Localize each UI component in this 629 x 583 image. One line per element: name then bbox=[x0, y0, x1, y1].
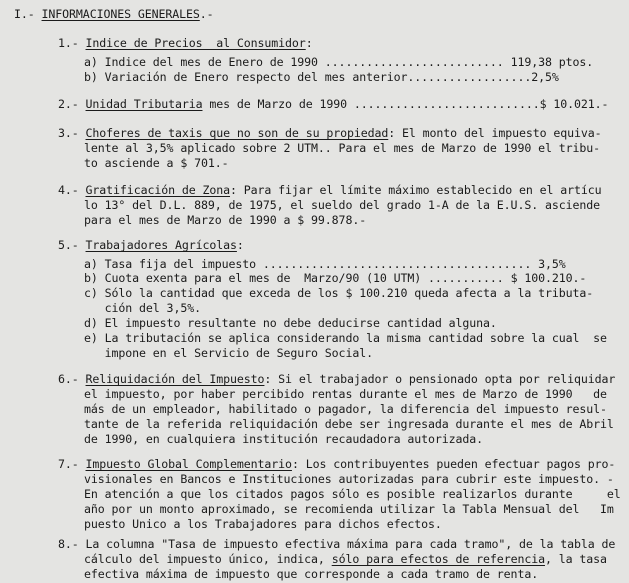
item-5-a bbox=[84, 257, 566, 272]
section-title-suffix: .- bbox=[199, 7, 214, 21]
item-heading: Unidad Tributaria bbox=[85, 97, 203, 111]
section-title bbox=[14, 7, 214, 22]
section-title-text: INFORMACIONES GENERALES bbox=[41, 7, 200, 21]
item-3-line-2: lente al 3,5% aplicado sobre 2 UTM.. Para el mes de Marzo de 1990 el tribu- bbox=[84, 141, 601, 155]
sub-value: 119,38 ptos. bbox=[510, 55, 594, 69]
item-heading: Gratificación de Zona bbox=[85, 183, 231, 197]
item-7-line-4: año por un monto aproximado, se recomienda utilizar la Tabla Mensual del Im bbox=[84, 502, 614, 516]
item-number: 4.- bbox=[58, 183, 86, 197]
item-text: , la tasa bbox=[544, 552, 607, 566]
item-5-e-cont: impone en el Servicio de Seguro Social. bbox=[84, 346, 373, 360]
item-number: 1.- bbox=[58, 36, 86, 50]
heading-suffix: : bbox=[305, 36, 313, 50]
item-number: 8.- bbox=[58, 537, 86, 551]
item-6-line-3: más de un empleador, habilitado o pagador, la diferencia del impuesto resul- bbox=[84, 402, 607, 416]
sub-value: $ 100.210.- bbox=[510, 271, 587, 285]
sub-text: a) Tasa fija del impuesto ....................................... bbox=[84, 257, 532, 271]
item-text: : Si el trabajador o pensionado opta por reliquidar bbox=[264, 372, 616, 386]
item-5-heading bbox=[58, 238, 244, 253]
item-number: 3.- bbox=[58, 126, 86, 140]
item-number: 6.- bbox=[58, 372, 86, 386]
item-3-line-1 bbox=[58, 126, 602, 141]
item-3-line-3: to asciende a $ 701.- bbox=[84, 156, 229, 170]
item-text: : Los contribuyentes pueden efectuar pagos pro- bbox=[291, 457, 616, 471]
item-5-c: c) Sólo la cantidad que exceda de los $ 100.210 queda afecta a la tributa- bbox=[84, 286, 594, 300]
item-text: : Para fijar el límite máximo establecido en el artícu bbox=[230, 183, 602, 197]
item-6-line-4: tante de la referida reliquidación debe ser ingresada durante el mes de Abril bbox=[84, 417, 614, 431]
item-emphasis: sólo para efectos de referencia bbox=[331, 552, 545, 566]
item-7-line-3: En atención a que los citados pagos sólo es posible realizarlos durante el bbox=[84, 487, 621, 501]
item-text: : El monto del impuesto equiva- bbox=[388, 126, 602, 140]
item-7-line-2: visionales en Bancos e Instituciones autorizadas para cubrir este impuesto. - bbox=[84, 472, 614, 486]
item-heading: Indice de Precios al Consumidor bbox=[85, 36, 306, 50]
item-2 bbox=[58, 97, 608, 112]
item-1-heading bbox=[58, 36, 313, 51]
item-8-line-2 bbox=[84, 552, 607, 567]
item-6-line-1 bbox=[58, 372, 615, 387]
item-4-line-3: para el mes de Marzo de 1990 a $ 99.878.- bbox=[84, 213, 367, 227]
item-1-b: b) Variación de Enero respecto del mes anterior..................2,5% bbox=[84, 70, 559, 84]
sub-text: b) Cuota exenta para el mes de Marzo/90 (10 UTM) ........... bbox=[84, 271, 504, 285]
item-4-line-1 bbox=[58, 183, 602, 198]
item-5-c-cont: ción del 3,5%. bbox=[84, 301, 201, 315]
item-5-b bbox=[84, 271, 586, 286]
item-8-line-3: efectiva máxima de impuesto que corresponde a cada tramo de renta. bbox=[84, 567, 539, 581]
sub-value: 3,5% bbox=[538, 257, 566, 271]
item-heading: Impuesto Global Complementario bbox=[85, 457, 292, 471]
item-number: 7.- bbox=[58, 457, 86, 471]
item-6-line-5: de 1990, en cualquiera institución recaudadora autorizada. bbox=[84, 432, 484, 446]
item-8-line-1 bbox=[58, 537, 615, 552]
item-7-line-1 bbox=[58, 457, 615, 472]
item-7-line-5: puesto Unico a los Trabajadores para dichos efectos. bbox=[84, 517, 442, 531]
item-text: La columna "Tasa de impuesto efectiva máxima para cada tramo", de la tabla de bbox=[85, 537, 616, 551]
item-number: 2.- bbox=[58, 97, 86, 111]
section-number: I.- bbox=[14, 7, 42, 21]
item-text: mes de Marzo de 1990 ...........................$ 10.021.- bbox=[202, 97, 609, 111]
heading-suffix: : bbox=[236, 238, 244, 252]
item-text: cálculo del impuesto único, indica, bbox=[84, 552, 332, 566]
item-5-e: e) La tributación se aplica considerando la misma cantidad sobre la cual se bbox=[84, 331, 607, 345]
sub-text: a) Indice del mes de Enero de 1990 .......................... bbox=[84, 55, 504, 69]
item-heading: Reliquidación del Impuesto bbox=[85, 372, 265, 386]
item-number: 5.- bbox=[58, 238, 86, 252]
item-heading: Trabajadores Agrícolas bbox=[85, 238, 237, 252]
item-4-line-2: lo 13° del D.L. 889, de 1975, el sueldo del grado 1-A de la E.U.S. asciende bbox=[84, 198, 601, 212]
item-heading: Choferes de taxis que no son de su propiedad bbox=[85, 126, 389, 140]
item-5-d: d) El impuesto resultante no debe deducirse cantidad alguna. bbox=[84, 316, 497, 330]
item-6-line-2: el impuesto, por haber percibido rentas durante el mes de Marzo de 1990 de bbox=[84, 387, 607, 401]
item-1-a bbox=[84, 55, 593, 70]
